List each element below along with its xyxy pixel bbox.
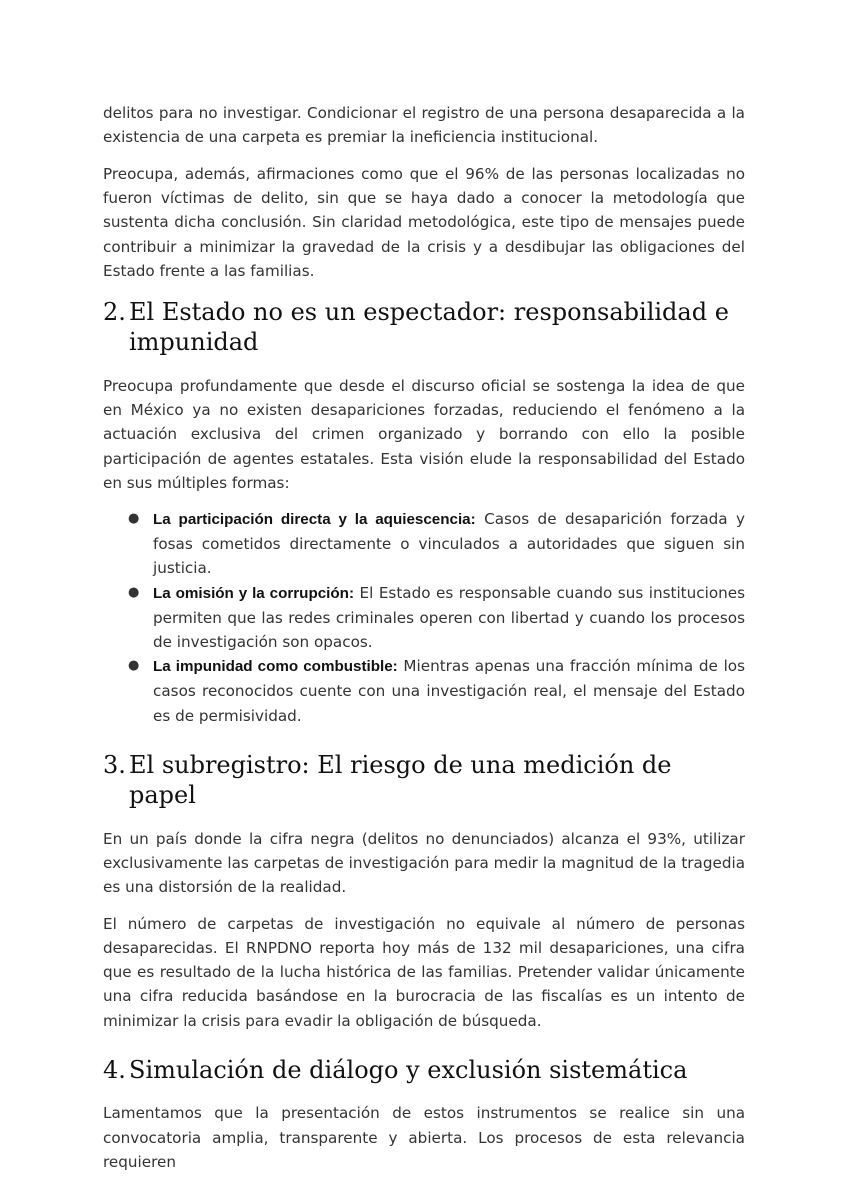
list-item-text: El Estado es responsable cuando sus instituciones permiten que las redes criminales operen con libertad y cuando los procesos de investigación son opacos. [153, 583, 745, 651]
list-item-body [153, 507, 745, 581]
list-item-label: La omisión y la corrupción: [153, 584, 355, 602]
list-item [103, 581, 745, 655]
document-page [103, 101, 745, 1174]
section-3-title: El subregistro: El riesgo de una medición de papel [129, 750, 672, 810]
section-2-title: El Estado no es un espectador: responsabilidad e impunidad [129, 297, 729, 357]
section-2-paragraph: Preocupa profundamente que desde el discurso oficial se sostenga la idea de que en México ya no existen desapariciones forzadas, reduciendo el fenómeno a la actuación exclusiva del crimen organizado y borrando con ello la posible participación de agentes estatales. Esta visión elude la responsabilidad del Estado en sus múltiples formas: [103, 376, 745, 492]
list-item-text: Casos de desaparición forzada y fosas cometidos directamente o vinculados a autoridades que siguen sin justicia. [153, 509, 745, 578]
section-2-heading [103, 297, 745, 358]
section-3-number: 3. [103, 750, 126, 779]
list-item-body [153, 654, 745, 728]
list-item-body [153, 581, 745, 655]
section-4-heading [103, 1055, 745, 1086]
section-4-paragraph: Lamentamos que la presentación de estos instrumentos se realice sin una convocatoria amplia, transparente y abierta. Los procesos de esta relevancia requieren [103, 1104, 745, 1171]
section-2-number: 2. [103, 297, 126, 326]
list-item [103, 507, 745, 581]
bullet-icon: ● [128, 658, 140, 674]
intro-paragraph-2: Preocupa, además, afirmaciones como que el 96% de las personas localizadas no fueron víctimas de delito, sin que se haya dado a conocer la metodología que sustenta dicha conclusión. Sin claridad metodológica, este tipo de mensajes puede contribuir a minimizar la gravedad de la crisis y a desdibujar las obligaciones del Estado frente a las familias. [103, 164, 745, 280]
bullet-icon: ● [128, 510, 140, 526]
section-3-paragraph-1: En un país donde la cifra negra (delitos no denunciados) alcanza el 93%, utilizar exclusivamente las carpetas de investigación para medir la magnitud de la tragedia es una distorsión de la realidad. [103, 829, 745, 897]
section-3-paragraph-2: El número de carpetas de investigación no equivale al número de personas desaparecidas. El RNPDNO reporta hoy más de 132 mil desapariciones, una cifra que es resultado de la lucha histórica de las familias. Pretender validar únicamente una cifra reducida basándose en la burocracia de las fiscalías es un intento de minimizar la crisis para evadir la obligación de búsqueda. [103, 914, 745, 1030]
list-item [103, 654, 745, 728]
bullet-icon: ● [128, 584, 140, 600]
section-4-title: Simulación de diálogo y exclusión sistemática [129, 1055, 688, 1084]
list-item-label: La impunidad como combustible: [153, 658, 398, 676]
list-item-text: Mientras apenas una fracción mínima de los casos reconocidos cuente con una investigación real, el mensaje del Estado es de permisividad. [153, 657, 745, 725]
section-4-number: 4. [103, 1055, 126, 1084]
list-item-label: La participación directa y la aquiescencia: [153, 510, 476, 528]
intro-paragraph-1: delitos para no investigar. Condicionar el registro de una persona desaparecida a la existencia de una carpeta es premiar la ineficiencia institucional. [103, 104, 745, 147]
section-3-heading [103, 750, 745, 811]
section-2-bullet-list [103, 507, 745, 728]
